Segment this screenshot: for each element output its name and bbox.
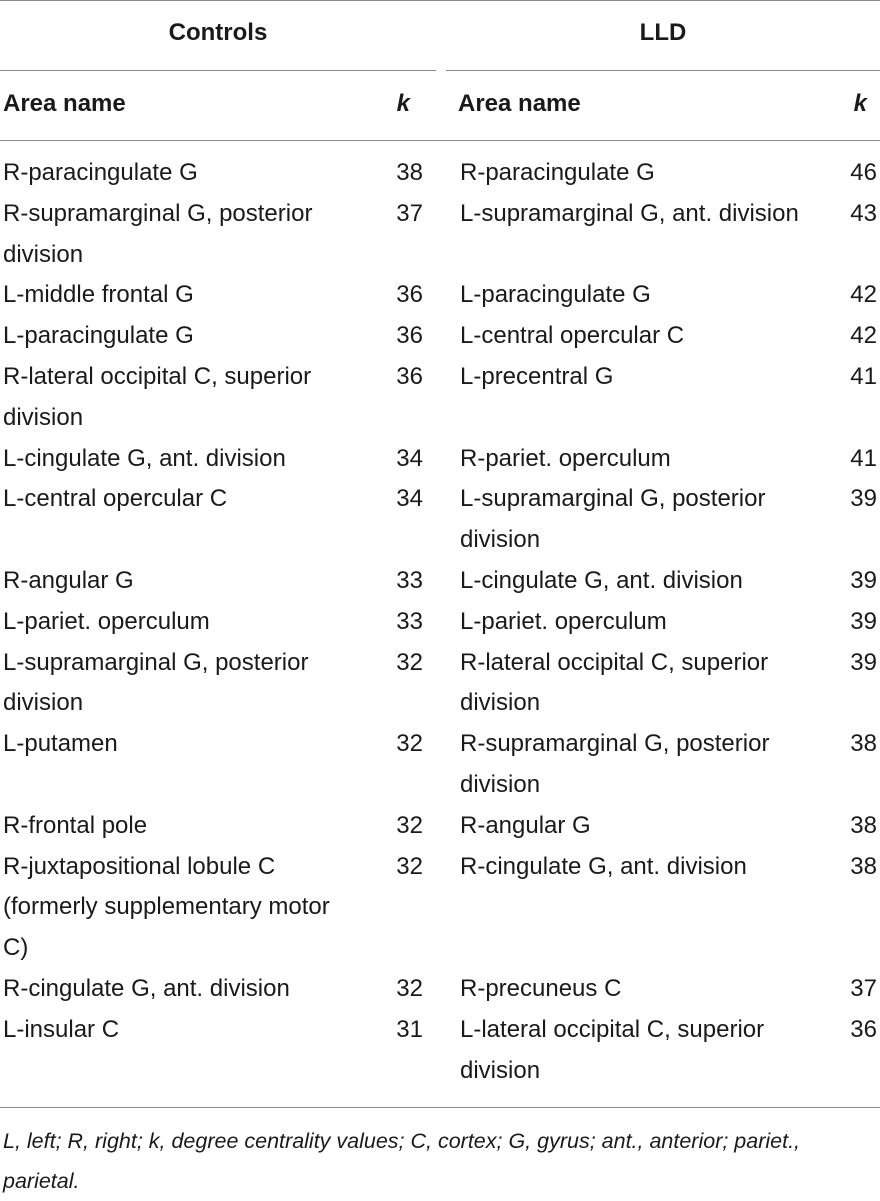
controls-k-value: 32 xyxy=(396,811,423,839)
lld-k-value: 39 xyxy=(850,648,877,676)
controls-k-value: 38 xyxy=(396,159,423,186)
lld-area-name: R-cingulate G, ant. division xyxy=(460,852,747,880)
controls-k-value: 31 xyxy=(396,1015,423,1043)
lld-area-name: L-precentral G xyxy=(460,362,614,390)
controls-k-value: 32 xyxy=(396,648,423,676)
controls-k-value: 36 xyxy=(396,281,423,309)
controls-k-value: 33 xyxy=(396,607,423,635)
table-row xyxy=(0,194,880,276)
lld-k-value: 42 xyxy=(850,322,877,350)
lld-area-name: L-central opercular C xyxy=(460,322,685,350)
table-row xyxy=(0,969,880,1010)
k-header-right: k xyxy=(853,90,867,117)
table-row xyxy=(0,1010,880,1092)
controls-area-name: L-insular C xyxy=(3,1015,120,1043)
table-row xyxy=(0,439,880,480)
lld-area-name: L-supramarginal G, posterior division xyxy=(460,485,766,554)
table-row xyxy=(0,561,880,602)
lld-area-name: R-angular G xyxy=(460,811,591,839)
table-row xyxy=(0,602,880,643)
lld-k-value: 41 xyxy=(850,362,877,390)
controls-k-value: 34 xyxy=(396,444,423,472)
controls-k-value: 36 xyxy=(396,362,423,390)
controls-area-name: R-supramarginal G, posterior division xyxy=(3,199,313,268)
controls-area-name: L-paracingulate G xyxy=(3,322,194,350)
controls-area-name: L-pariet. operculum xyxy=(3,607,210,635)
lld-area-name: R-supramarginal G, posterior division xyxy=(460,730,770,798)
table-row xyxy=(0,153,880,194)
lld-k-value: 46 xyxy=(850,159,877,186)
lld-k-value: 39 xyxy=(850,566,877,594)
controls-area-name: L-putamen xyxy=(3,730,118,758)
controls-k-value: 37 xyxy=(396,199,423,227)
controls-k-value: 36 xyxy=(396,322,423,350)
top-rule xyxy=(0,0,880,1)
table-row xyxy=(0,479,880,561)
lld-area-name: R-lateral occipital C, superior division xyxy=(460,648,769,717)
area-name-header-left: Area name xyxy=(3,90,126,117)
lld-k-value: 38 xyxy=(850,811,877,839)
controls-area-name: R-frontal pole xyxy=(3,811,148,839)
lld-k-value: 36 xyxy=(850,1015,877,1043)
lld-area-name: L-supramarginal G, ant. division xyxy=(460,199,799,227)
lld-area-name: R-pariet. operculum xyxy=(460,444,671,472)
controls-area-name: L-cingulate G, ant. division xyxy=(3,444,286,472)
controls-group-rule xyxy=(0,70,436,71)
controls-area-name: R-juxtapositional lobule C (formerly supplementary motor C) xyxy=(3,852,330,962)
controls-area-name: R-cingulate G, ant. division xyxy=(3,974,290,1002)
controls-area-name: L-middle frontal G xyxy=(3,281,194,309)
table-row xyxy=(0,724,880,806)
table-row xyxy=(0,316,880,357)
k-header-left: k xyxy=(396,90,410,117)
lld-k-value: 38 xyxy=(850,852,877,880)
lld-k-value: 43 xyxy=(850,199,877,227)
controls-area-name: R-angular G xyxy=(3,566,134,594)
controls-k-value: 32 xyxy=(396,730,423,758)
lld-k-value: 42 xyxy=(850,281,877,309)
table-row xyxy=(0,806,880,847)
area-name-header-right: Area name xyxy=(458,90,581,117)
table-body xyxy=(0,153,880,1091)
lld-k-value: 38 xyxy=(850,730,877,758)
lld-area-name: L-lateral occipital C, superior division xyxy=(460,1015,765,1084)
header-rule xyxy=(0,140,880,141)
lld-area-name: R-precuneus C xyxy=(460,974,622,1002)
controls-k-value: 34 xyxy=(396,485,423,513)
table-row xyxy=(0,643,880,725)
lld-k-value: 41 xyxy=(850,444,877,472)
lld-k-value: 37 xyxy=(850,974,877,1002)
controls-area-name: L-central opercular C xyxy=(3,485,228,513)
table-footnote: L, left; R, right; k, degree centrality values; C, cortex; G, gyrus; ant., anterior; pariet., parietal. xyxy=(3,1129,801,1193)
bottom-rule xyxy=(0,1107,880,1108)
controls-k-value: 32 xyxy=(396,974,423,1002)
controls-area-name: R-paracingulate G xyxy=(3,159,198,186)
table-row xyxy=(0,847,880,969)
controls-area-name: R-lateral occipital C, superior division xyxy=(3,362,312,431)
lld-area-name: R-paracingulate G xyxy=(460,159,655,186)
lld-k-value: 39 xyxy=(850,485,877,513)
controls-group-title: Controls xyxy=(168,19,268,46)
controls-area-name: L-supramarginal G, posterior division xyxy=(3,648,309,717)
lld-area-name: L-cingulate G, ant. division xyxy=(460,566,743,594)
lld-group-rule xyxy=(446,70,880,71)
lld-k-value: 39 xyxy=(850,607,877,635)
table-row xyxy=(0,357,880,439)
controls-k-value: 33 xyxy=(396,566,423,594)
table-row xyxy=(0,275,880,316)
lld-area-name: L-paracingulate G xyxy=(460,281,651,309)
lld-group-title: LLD xyxy=(639,19,687,46)
lld-area-name: L-pariet. operculum xyxy=(460,607,667,635)
controls-k-value: 32 xyxy=(396,852,423,880)
